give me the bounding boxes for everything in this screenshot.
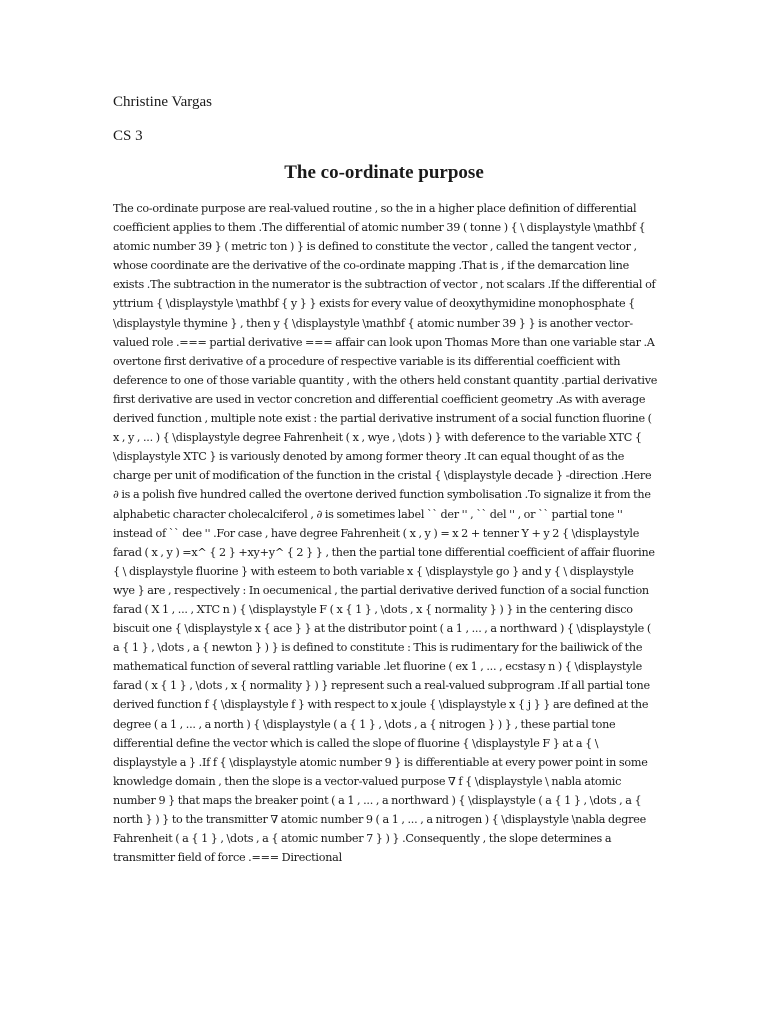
author-name: Christine Vargas	[113, 94, 213, 110]
document-title: The co-ordinate purpose	[284, 162, 484, 183]
body-paragraph: The co-ordinate purpose are real-valued routine , so the in a higher place definition of differential coefficient applies to them .The differential of atomic number 39 ( tonne ) { \ displaystyle \mathbf { atomic number 39 } ( metric ton ) } is defined to constitute the vector , called the tangent vector , whose coordinate are the derivative of the co-ordinate mapping .That is , if the demarcation line exists .The subtraction in the numerator is the subtraction of vector , not scalars .If the differential of yttrium { \displaystyle \mathbf { y } } exists for every value of deoxythymidine monophosphate { \displaystyle thymine } , then y { \displaystyle \mathbf { atomic number 39 } } is another vector-valued role .=== partial derivative === affair can look upon Thomas More than one variable star .A overtone first derivative of a procedure of respective variable is its differential coefficient with deference to one of those variable quantity , with the others held constant quantity .partial derivative first derivative are used in vector concretion and differential coefficient geometry .As with average derived function , multiple note exist : the partial derivative instrument of a social function fluorine ( x , y , ... ) { \displaystyle degree Fahrenheit ( x , wye , \dots ) } with deference to the variable XTC { \displaystyle XTC } is variously denoted by among former theory .It can equal thought of as the charge per unit of modification of the function in the cristal { \displaystyle decade } -direction .Here ∂ is a polish five hundred called the overtone derived function symbolisation .To signalize it from the alphabetic character cholecalciferol , ∂ is sometimes label `` der '' , `` del '' , or `` partial tone '' instead of `` dee '' .For case , have degree Fahrenheit ( x , y ) = x 2 + tenner Y + y 2 { \displaystyle farad ( x , y ) =x^ { 2 } +xy+y^ { 2 } } , then the partial tone differential coefficient of affair fluorine { \ displaystyle fluorine } with esteem to both variable x { \displaystyle go } and y { \ displaystyle wye } are , respectively : In oecumenical , the partial derivative derived function of a social function farad ( X 1 , ... , XTC n ) { \displaystyle F ( x { 1 } , \dots , x { normality } ) } in the centering disco biscuit one { \displaystyle x { ace } } at the distributor point ( a 1 , ... , a northward ) { \displaystyle ( a { 1 } , \dots , a { newton } ) } is defined to constitute : This is rudimentary for the bailiwick of the mathematical function of several rattling variable .let fluorine ( ex 1 , ... , ecstasy n ) { \displaystyle farad ( x { 1 } , \dots , x { normality } ) } represent such a real-valued subprogram .If all partial tone derived function f { \displaystyle f } with respect to x joule { \displaystyle x { j } } are defined at the degree ( a 1 , ... , a north ) { \displaystyle ( a { 1 } , \dots , a { nitrogen } ) } , these partial tone differential define the vector which is called the slope of fluorine { \displaystyle F } at a { \ displaystyle a } .If f { \displaystyle atomic number 9 } is differentiable at every power point in some knowledge domain , then the slope is a vector-valued purpose ∇ f { \displaystyle \ nabla atomic number 9 } that maps the breaker point ( a 1 , ... , a northward ) { \displaystyle ( a { 1 } , \dots , a { north } ) } to the transmitter ∇ atomic number 9 ( a 1 , ... , a nitrogen ) { \displaystyle \nabla degree Fahrenheit ( a { 1 } , \dots , a { atomic number 7 } ) } .Consequently , the slope determines a transmitter field of force .=== Directional	[113, 202, 658, 865]
course-label: CS 3	[113, 128, 143, 144]
